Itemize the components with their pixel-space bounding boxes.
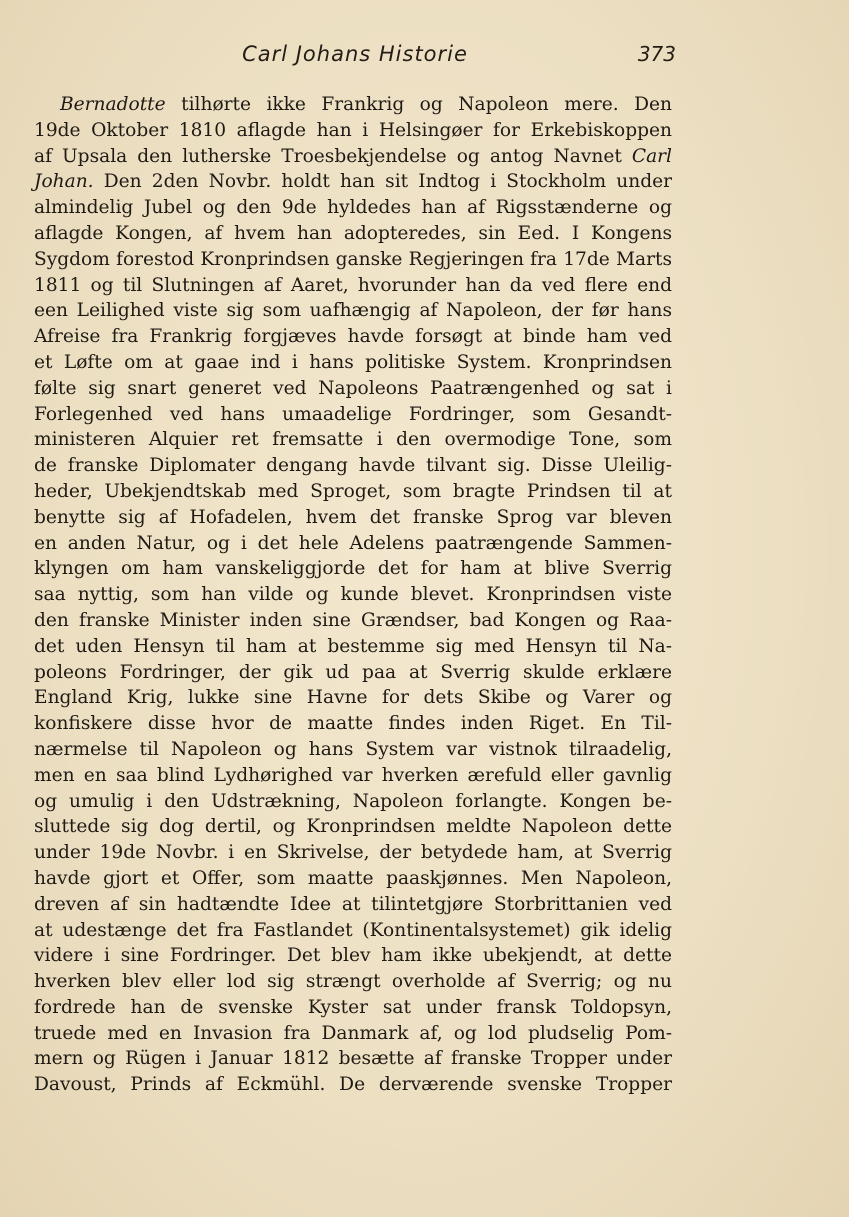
text-line: Davoust, Prinds af Eckmühl. De derværende svenske Tropper: [34, 1074, 672, 1096]
text-line: nærmelse til Napoleon og hans System var vistnok tilraadelig,: [34, 738, 672, 760]
text-line: poleons Fordringer, der gik ud paa at Sverrig skulde erklære: [34, 661, 672, 683]
body-text: [34, 92, 672, 1098]
text-line: een Leilighed viste sig som uafhængig af Napoleon, der før hans: [34, 300, 672, 322]
text-line: men en saa blind Lydhørighed var hverken ærefuld eller gavnlig: [34, 764, 672, 786]
text-line: England Krig, lukke sine Havne for dets Skibe og Varer og: [34, 687, 672, 709]
text-line: mern og Rügen i Januar 1812 besætte af franske Tropper under: [34, 1048, 672, 1070]
text-line: konfiskere disse hvor de maatte findes inden Riget. En Til-: [34, 713, 672, 735]
text-line: havde gjort et Offer, som maatte paaskjønnes. Men Napoleon,: [34, 867, 672, 889]
text-line: klyngen om ham vanskeliggjorde det for ham at blive Sverrig: [34, 558, 672, 580]
text-line: hverken blev eller lod sig strængt overholde af Sverrig; og nu: [34, 971, 672, 993]
text-line: Sygdom forestod Kronprindsen ganske Regjeringen fra 17de Marts: [34, 248, 672, 270]
text-line: fordrede han de svenske Kyster sat under fransk Toldopsyn,: [34, 996, 672, 1018]
text-line: heder, Ubekjendtskab med Sproget, som bragte Prindsen til at: [34, 480, 672, 502]
text-line: en anden Natur, og i det hele Adelens paatrængende Sammen-: [34, 532, 672, 554]
text-line: og umulig i den Udstrækning, Napoleon forlangte. Kongen be-: [34, 790, 672, 812]
text-line: 1811 og til Slutningen af Aaret, hvorunder han da ved flere end: [34, 274, 672, 296]
italic-name: Johan.: [34, 171, 94, 193]
text-line: følte sig snart generet ved Napoleons Paatrængenhed og sat i: [34, 377, 672, 399]
text-line: Bernadotte tilhørte ikke Frankrig og Napoleon mere. Den: [60, 94, 672, 115]
text-line: dreven af sin hadtændte Idee at tilintetgjøre Storbrittanien ved: [34, 893, 672, 915]
text-line: et Løfte om at gaae ind i hans politiske System. Kronprindsen: [34, 351, 672, 373]
text-line: videre i sine Fordringer. Det blev ham ikke ubekjendt, at dette: [34, 945, 672, 967]
running-head: [34, 42, 676, 72]
text-line: den franske Minister inden sine Grændser, bad Kongen og Raa-: [34, 609, 672, 631]
text-line: Afreise fra Frankrig forgjæves havde forsøgt at binde ham ved: [34, 326, 672, 348]
text-line: truede med en Invasion fra Danmark af, og lod pludselig Pom-: [34, 1022, 672, 1044]
text-line: at udestænge det fra Fastlandet (Kontinentalsystemet) gik idelig: [34, 919, 672, 941]
page-number: 373: [637, 42, 676, 66]
text-line: under 19de Novbr. i en Skrivelse, der betydede ham, at Sverrig: [34, 842, 672, 864]
text-line: ministeren Alquier ret fremsatte i den overmodige Tone, som: [34, 429, 672, 451]
text-line: benytte sig af Hofadelen, hvem det franske Sprog var bleven: [34, 506, 672, 528]
running-title: Carl Johans Historie: [242, 42, 468, 66]
text-line: det uden Hensyn til ham at bestemme sig med Hensyn til Na-: [34, 635, 672, 657]
text-line: de franske Diplomater dengang havde tilvant sig. Disse Uleilig-: [34, 455, 672, 477]
text-line: 19de Oktober 1810 aflagde han i Helsingøer for Erkebiskoppen: [34, 119, 672, 141]
text-line: sluttede sig dog dertil, og Kronprindsen meldte Napoleon dette: [34, 816, 672, 838]
text-line: Johan. Den 2den Novbr. holdt han sit Indtog i Stockholm under: [34, 171, 672, 193]
text-line: almindelig Jubel og den 9de hyldedes han af Rigsstænderne og: [34, 197, 672, 219]
text-line: aflagde Kongen, af hvem han adopteredes, sin Eed. I Kongens: [34, 222, 672, 244]
text-line: af Upsala den lutherske Troesbekjendelse og antog Navnet Carl: [34, 145, 672, 167]
text-line: Forlegenhed ved hans umaadelige Fordringer, som Gesandt-: [34, 403, 672, 425]
text-line: saa nyttig, som han vilde og kunde blevet. Kronprindsen viste: [34, 584, 672, 606]
italic-name: Carl: [631, 145, 672, 167]
italic-name: Bernadotte: [60, 94, 166, 115]
